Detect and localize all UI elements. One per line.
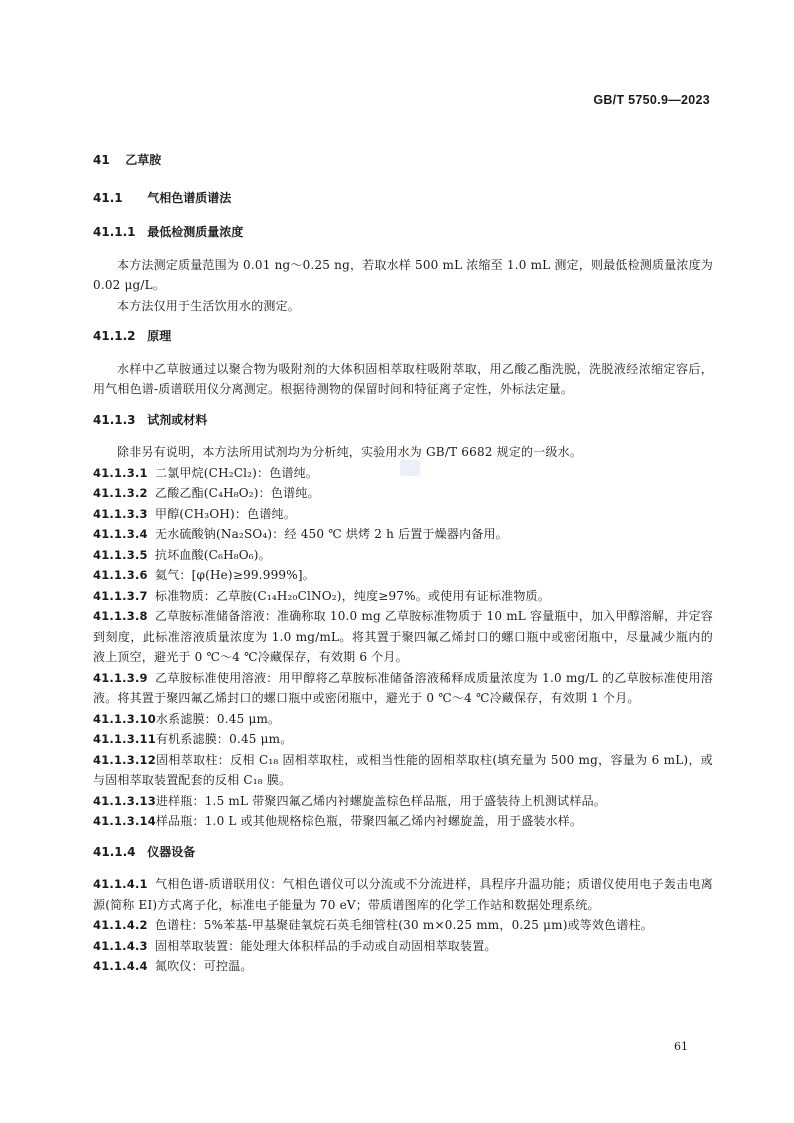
item-text: 乙酸乙酯(C₄H₈O₂)：色谱纯。	[155, 486, 320, 500]
section-number: 41.1.2	[93, 329, 136, 343]
paragraph: 本方法测定质量范围为 0.01 ng～0.25 ng，若取水样 500 mL 浓缩至 1.0 mL 测定，则最低检测质量浓度为 0.02 μg/L。	[93, 257, 713, 292]
item-number: 41.1.3.12	[93, 752, 156, 767]
item-number: 41.1.4.2	[93, 918, 148, 932]
item-number: 41.1.3.7	[93, 588, 148, 603]
list-item	[93, 606, 713, 668]
item-number: 41.1.4.3	[93, 938, 148, 953]
list-item	[93, 524, 713, 545]
list-item	[93, 936, 713, 957]
list-item	[93, 811, 713, 832]
section-41-1-4-heading	[93, 842, 713, 863]
item-text: 水系滤膜：0.45 μm。	[155, 711, 281, 726]
list-item	[93, 483, 713, 504]
list-item	[93, 874, 713, 915]
item-text: 进样瓶：1.5 mL 带聚四氟乙烯内衬螺旋盖棕色样品瓶，用于盛装待上机测试样品。	[155, 793, 606, 808]
section-number: 41.1.4	[93, 844, 136, 859]
paragraph: 本方法仅用于生活饮用水的测定。	[117, 298, 301, 313]
section-41-1-4-body	[93, 874, 713, 977]
item-text: 甲醇(CH₃OH)：色谱纯。	[155, 506, 296, 521]
list-item	[93, 565, 713, 586]
section-number: 41.1.1	[93, 225, 136, 239]
item-text: 有机系滤膜：0.45 μm。	[155, 732, 293, 746]
item-text: 气相色谱-质谱联用仪：气相色谱仪可以分流或不分流进样，具程序升温功能；质谱仪使用电子轰击电离源(简称 EI)方式离子化，标准电子能量为 70 eV；带质谱图库的化学工作站和数据处理系统。	[93, 877, 713, 912]
section-41-1-2-heading	[93, 326, 713, 347]
list-item	[93, 956, 713, 977]
item-text: 无水硫酸钠(Na₂SO₄)：经 450 ℃ 烘烤 2 h 后置于燥器内备用。	[155, 527, 508, 541]
page-number: 61	[674, 1040, 688, 1053]
item-number: 41.1.3.3	[93, 506, 148, 521]
section-41-1-1-body	[93, 255, 713, 317]
list-item	[93, 750, 713, 791]
item-text: 固相萃取柱：反相 C₁₈ 固相萃取柱，或相当性能的固相萃取柱(填充量为 500 mg，容量为 6 mL)，或与固相萃取装置配套的反相 C₁₈ 膜。	[93, 752, 713, 787]
section-number: 41.1	[93, 190, 123, 205]
item-text: 乙草胺标准储备溶液：准确称取 10.0 mg 乙草胺标准物质于 10 mL 容量瓶中，加入甲醇溶解，并定容到刻度，此标准溶液质量浓度为 1.0 mg/mL。将其置于聚四氟乙烯封口的螺口瓶中或密闭瓶中，尽量减少瓶内的液上顶空，避光于 0 ℃～4 ℃冷藏保存，有效期 6 个月。	[93, 609, 713, 664]
section-41-heading	[93, 150, 713, 171]
paragraph: 除非另有说明，本方法所用试剂均为分析纯，实验用水为 GB/T 6682 规定的一级水。	[117, 445, 583, 459]
item-text: 二氯甲烷(CH₂Cl₂)：色谱纯。	[155, 465, 319, 480]
section-41-1-2-body	[93, 359, 713, 400]
item-number: 41.1.3.8	[93, 609, 148, 623]
list-item	[93, 915, 713, 936]
item-text: 固相萃取装置：能处理大体积样品的手动或自动固相萃取装置。	[155, 938, 497, 953]
list-item	[93, 729, 713, 750]
list-item	[93, 545, 713, 566]
paragraph: 水样中乙草胺通过以聚合物为吸附剂的大体积固相萃取柱吸附萃取，用乙酸乙酯洗脱，洗脱液经浓缩定容后，用气相色谱-质谱联用仪分离测定。根据待测物的保留时间和特征离子定性，外标法定量。	[93, 361, 713, 396]
section-number: 41.1.3	[93, 412, 136, 427]
section-41-1-1-heading	[93, 222, 713, 243]
section-title: 试剂或材料	[147, 412, 208, 427]
section-number: 41	[93, 153, 110, 167]
item-number: 41.1.4.4	[93, 959, 148, 973]
section-title: 气相色谱质谱法	[147, 190, 232, 205]
item-number: 41.1.3.11	[93, 732, 156, 746]
list-item	[93, 504, 713, 525]
item-number: 41.1.3.14	[93, 814, 156, 828]
item-number: 41.1.3.1	[93, 465, 148, 480]
item-number: 41.1.3.2	[93, 486, 148, 500]
item-number: 41.1.3.6	[93, 568, 148, 582]
section-41-1-heading	[93, 188, 713, 209]
section-title: 原理	[147, 329, 172, 343]
item-text: 氦气：[φ(He)≥99.999%]。	[155, 568, 315, 582]
section-41-1-3-heading	[93, 410, 713, 431]
item-number: 41.1.3.13	[93, 793, 156, 808]
item-text: 样品瓶：1.0 L 或其他规格棕色瓶，带聚四氟乙烯内衬螺旋盖，用于盛装水样。	[155, 814, 583, 828]
list-item	[93, 668, 713, 709]
item-text: 标准物质：乙草胺(C₁₄H₂₀ClNO₂)，纯度≥97%。或使用有证标准物质。	[155, 588, 550, 603]
item-text: 乙草胺标准使用溶液：用甲醇将乙草胺标准储备溶液稀释成质量浓度为 1.0 mg/L 的乙草胺标准使用溶液。将其置于聚四氟乙烯封口的螺口瓶中或密闭瓶中，避光于 0 ℃～4 ℃冷藏保存，有效期 1 个月。	[93, 670, 713, 705]
item-number: 41.1.3.5	[93, 547, 148, 562]
document-body	[93, 150, 713, 987]
section-title: 最低检测质量浓度	[147, 225, 244, 239]
list-item	[93, 463, 713, 484]
item-number: 41.1.3.9	[93, 670, 148, 685]
item-text: 色谱柱：5%苯基-甲基聚硅氧烷石英毛细管柱(30 m×0.25 mm，0.25 μm)或等效色谱柱。	[155, 918, 653, 932]
section-41-1-3-body	[93, 442, 713, 832]
list-item	[93, 709, 713, 730]
standard-code-header: GB/T 5750.9—2023	[593, 93, 710, 107]
item-number: 41.1.4.1	[93, 877, 148, 891]
item-text: 抗坏血酸(C₆H₈O₆)。	[155, 547, 271, 562]
section-title: 乙草胺	[125, 153, 162, 167]
item-text: 氮吹仪：可控温。	[155, 959, 253, 973]
item-number: 41.1.3.10	[93, 711, 156, 726]
list-item	[93, 586, 713, 607]
section-title: 仪器设备	[147, 844, 196, 859]
item-number: 41.1.3.4	[93, 527, 148, 541]
list-item	[93, 791, 713, 812]
